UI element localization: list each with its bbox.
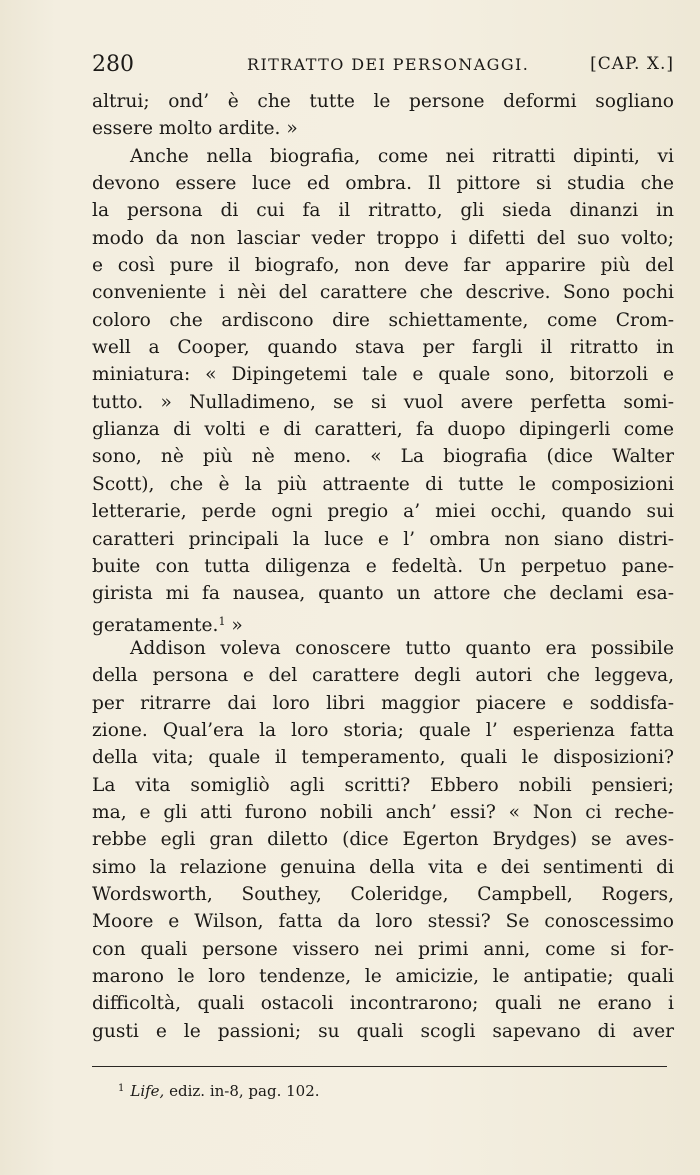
- text-line: essere molto ardite. »: [92, 118, 298, 140]
- text-line: Moore e Wilson, fatta da loro stessi? Se conoscessimo: [92, 911, 674, 933]
- running-title: RITRATTO DEI PERSONAGGI.: [247, 55, 530, 74]
- text-line: per ritrarre dai loro libri maggior piacere e soddisfa-: [92, 692, 674, 714]
- text-line: caratteri principali la luce e l’ ombra non siano distri-: [92, 528, 674, 550]
- text-line: coloro che ardiscono dire schiettamente, come Crom-: [92, 309, 674, 331]
- body-text: [92, 88, 674, 1045]
- page-number: 280: [92, 52, 134, 77]
- text-line: zione. Qual’era la loro storia; quale l’ esperienza fatta: [92, 719, 674, 741]
- text-line: con quali persone vissero nei primi anni, come si for-: [92, 938, 674, 960]
- text-line: Wordsworth, Southey, Coleridge, Campbell, Rogers,: [92, 883, 674, 905]
- text-line: miniatura: « Dipingetemi tale e quale sono, bitorzoli e: [92, 364, 674, 386]
- text-line: letterarie, perde ogni pregio a’ miei occhi, quando sui: [92, 501, 674, 523]
- chapter-label: [CAP. X.]: [590, 54, 674, 74]
- text-line: girista mi fa nausea, quanto un attore che declami esa-: [92, 583, 674, 605]
- footnote: [118, 1082, 320, 1100]
- text-line: glianza di volti e di caratteri, fa duopo dipingerli come: [92, 419, 674, 441]
- text-line: well a Cooper, quando stava per fargli il ritratto in: [92, 337, 674, 359]
- page-header: [92, 52, 674, 82]
- text-line: geratamente.$^1$ »: [92, 614, 243, 636]
- text-line: altrui; ond’ è che tutte le persone deformi sogliano: [92, 91, 674, 112]
- text-line: Scott), che è la più attraente di tutte le composizioni: [92, 473, 674, 495]
- text-line: la persona di cui fa il ritratto, gli sieda dinanzi in: [92, 200, 674, 222]
- footnote-reference[interactable]: 1: [218, 614, 226, 628]
- text-line: modo da non lasciar veder troppo i difetti del suo volto;: [92, 227, 674, 249]
- footnote-title: Life,: [130, 1082, 165, 1100]
- text-line: Addison voleva conoscere tutto quanto era possibile: [130, 637, 674, 659]
- text-line: della vita; quale il temperamento, quali le disposizioni?: [92, 747, 674, 769]
- text-line: rebbe egli gran diletto (dice Egerton Brydges) se aves-: [92, 829, 674, 851]
- footnote-rule: [92, 1066, 667, 1067]
- text-line: difficoltà, quali ostacoli incontrarono; quali ne erano i: [92, 993, 674, 1015]
- text-line: Anche nella biografia, come nei ritratti dipinti, vi: [130, 145, 674, 167]
- text-line: conveniente i nèi del carattere che descrive. Sono pochi: [92, 282, 674, 304]
- footnote-mark: 1: [118, 1083, 125, 1094]
- text-line: gusti e le passioni; su quali scogli sapevano di aver: [92, 1020, 674, 1042]
- text-line: tutto. » Nulladimeno, se si vuol avere perfetta somi-: [92, 391, 674, 413]
- text-line: marono le loro tendenze, le amicizie, le antipatie; quali: [92, 966, 674, 987]
- text-line: ma, e gli atti furono nobili anch’ essi? « Non ci reche-: [92, 801, 674, 823]
- text-line: buite con tutta diligenza e fedeltà. Un perpetuo pane-: [92, 555, 674, 577]
- footnote-text: ediz. in-8, pag. 102.: [164, 1082, 320, 1100]
- text-line: della persona e del carattere degli autori che leggeva,: [92, 665, 674, 687]
- text-line: e così pure il biografo, non deve far apparire più del: [92, 255, 674, 277]
- text-line: devono essere luce ed ombra. Il pittore si studia che: [92, 173, 674, 195]
- text-line: simo la relazione genuina della vita e dei sentimenti di: [92, 856, 674, 878]
- text-line: sono, nè più nè meno. « La biografia (dice Walter: [92, 446, 674, 468]
- text-line: La vita somigliò agli scritti? Ebbero nobili pensieri;: [92, 774, 674, 796]
